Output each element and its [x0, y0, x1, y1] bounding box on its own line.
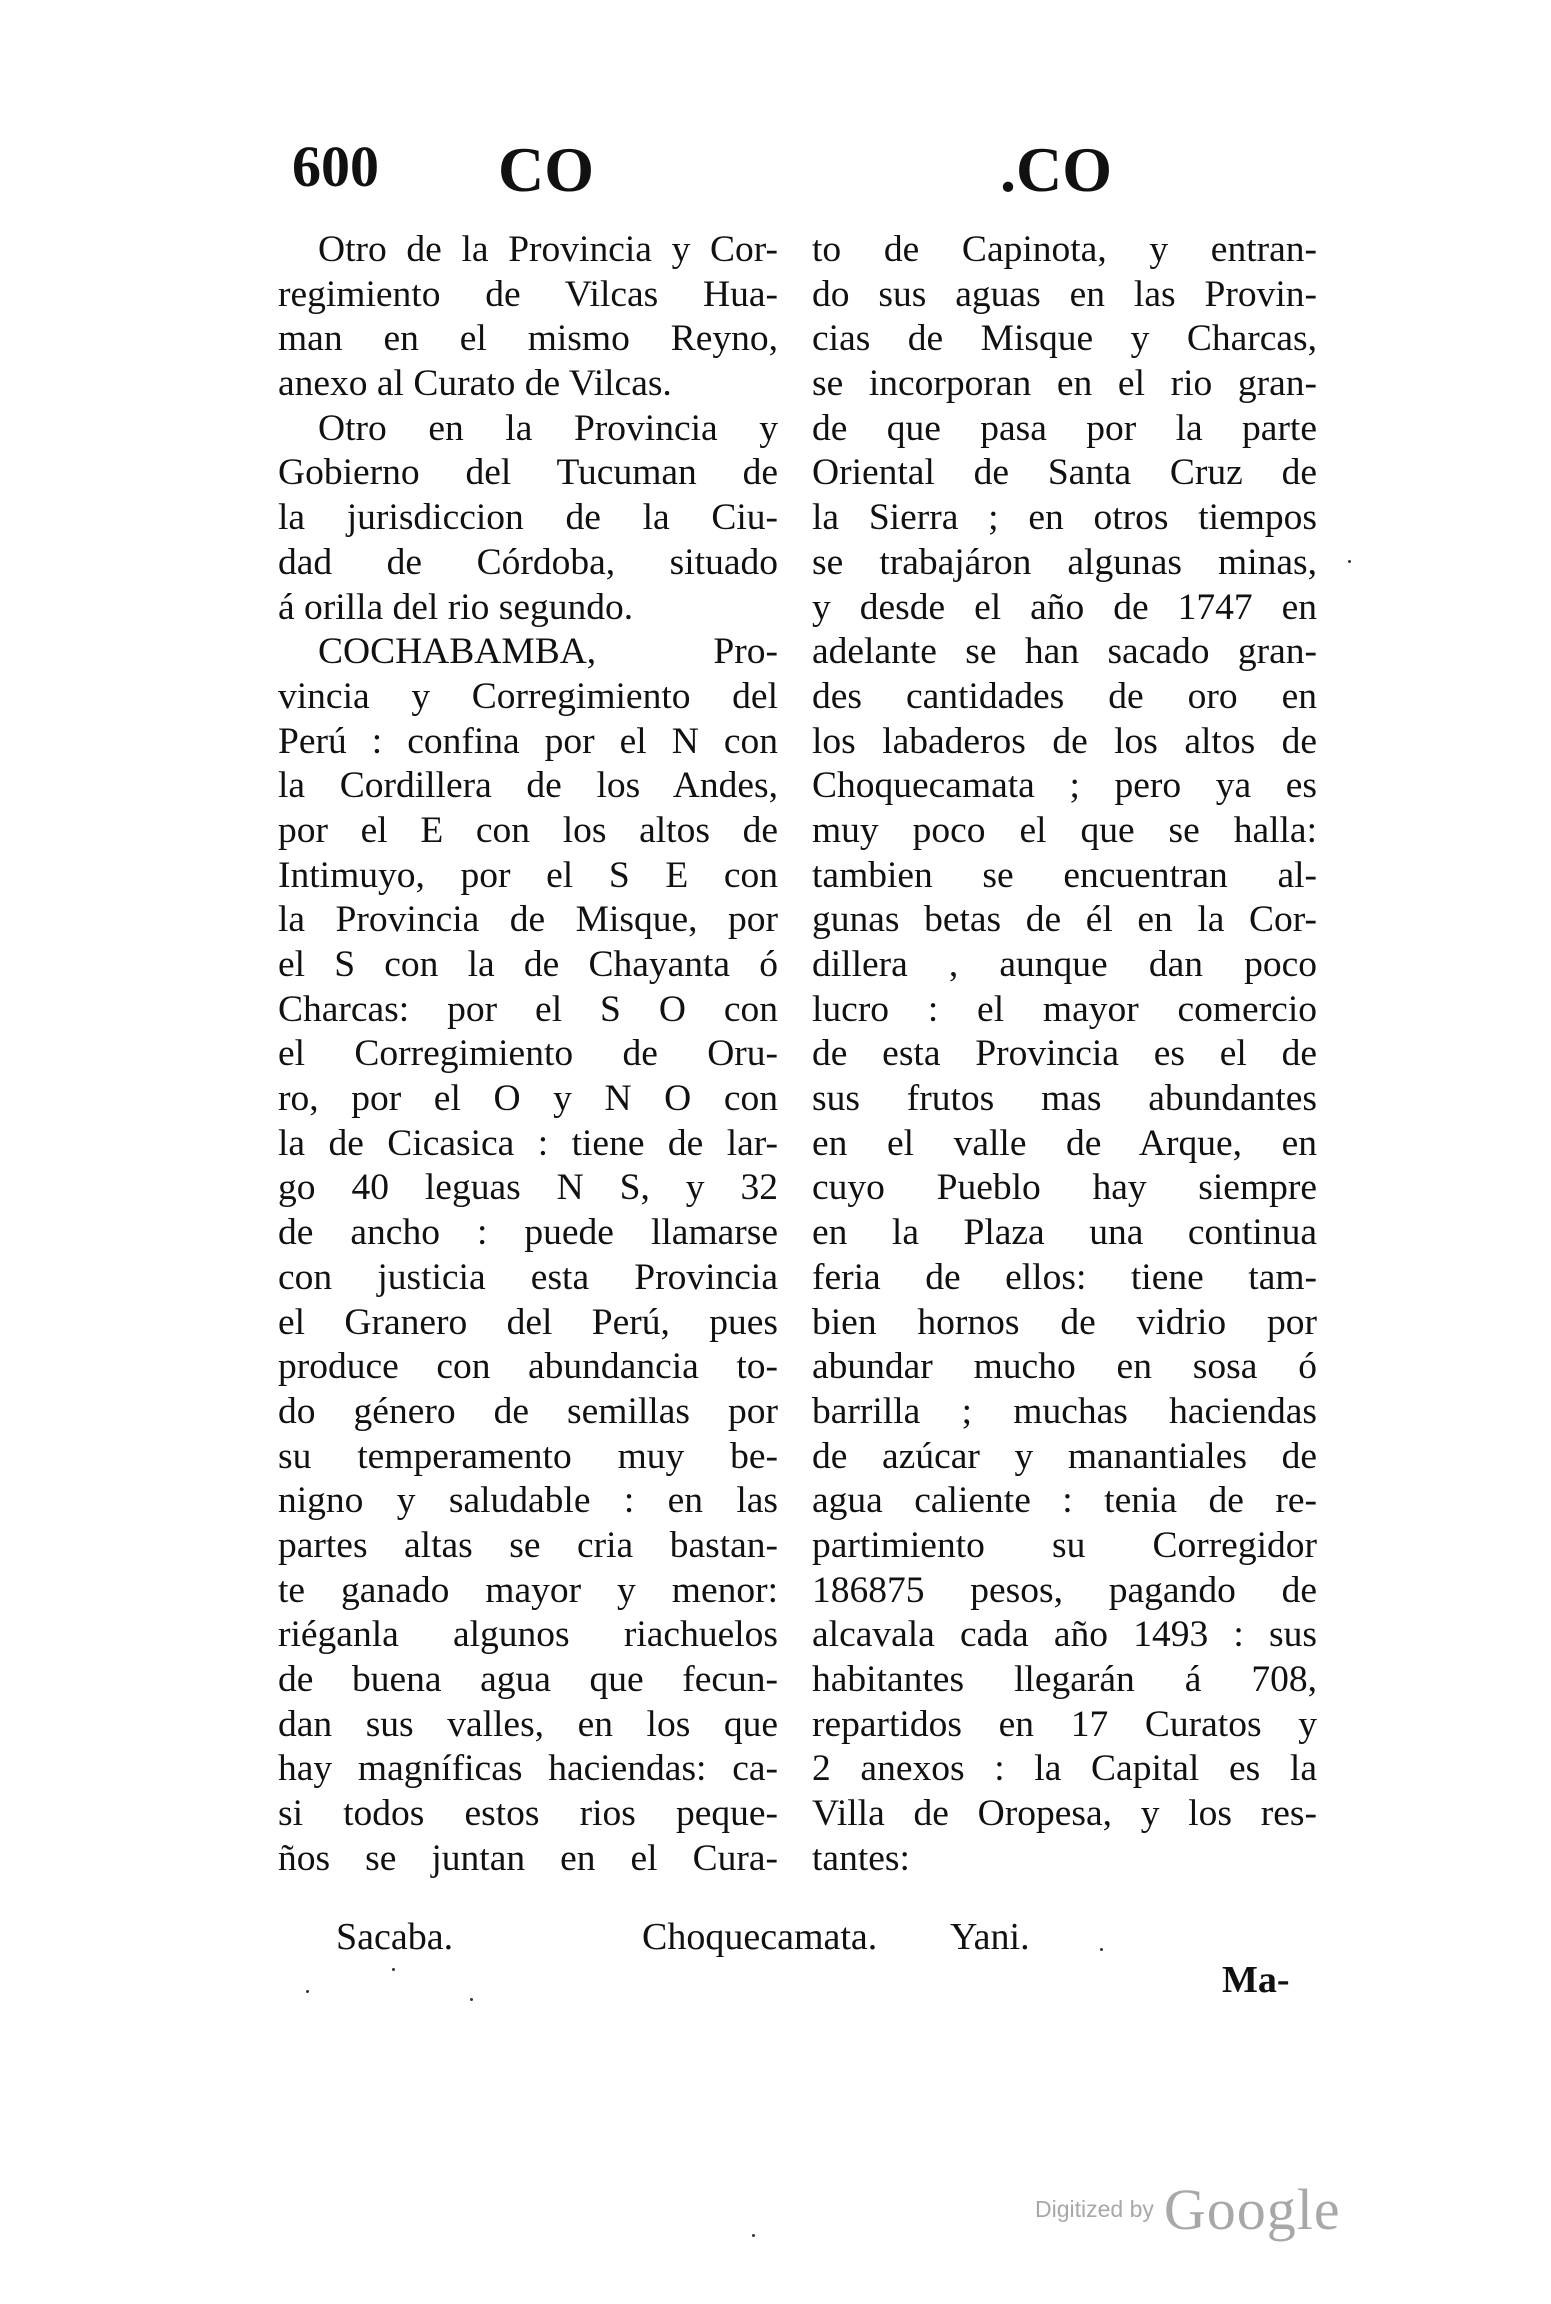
- text-line: y desde el año de 1747 en: [812, 586, 1317, 628]
- text-line: la Provincia de Misque, por: [278, 899, 778, 941]
- place-list: [0, 1912, 1551, 1962]
- text-line: barrilla ; muchas haciendas: [812, 1390, 1317, 1432]
- text-line: man en el mismo Reyno,: [278, 318, 778, 360]
- running-head-left: CO: [498, 134, 594, 205]
- text-line: dan sus valles, en los que: [278, 1703, 778, 1745]
- text-line: alcavala cada año 1493 : sus: [812, 1614, 1317, 1656]
- text-line: ños se juntan en el Cura-: [278, 1837, 778, 1879]
- print-speck: [1348, 560, 1351, 563]
- text-line: des cantidades de oro en: [812, 675, 1317, 717]
- place-name: Sacaba.: [336, 1916, 454, 1958]
- text-line: con justicia esta Provincia: [278, 1256, 778, 1298]
- text-line: de ancho : puede llamarse: [278, 1212, 778, 1254]
- text-column-right: [812, 228, 1317, 1881]
- text-line: Choquecamata ; pero ya es: [812, 765, 1317, 807]
- text-line: produce con abundancia to-: [278, 1346, 778, 1388]
- text-line: agua caliente : tenia de re-: [812, 1480, 1317, 1522]
- text-line: Charcas: por el S O con: [278, 988, 778, 1030]
- text-line: el S con la de Chayanta ó: [278, 944, 778, 985]
- text-line: go 40 leguas N S, y 32: [278, 1167, 778, 1209]
- text-line: vincia y Corregimiento del: [278, 675, 778, 717]
- text-line: la Cordillera de los Andes,: [278, 765, 778, 807]
- place-name: Choquecamata.: [642, 1916, 878, 1958]
- text-line: do género de semillas por: [278, 1390, 778, 1432]
- text-line: el Corregimiento de Oru-: [278, 1033, 778, 1075]
- text-line: cuyo Pueblo hay siempre: [812, 1167, 1317, 1209]
- digitized-by-google-watermark: [1035, 2176, 1341, 2246]
- text-line: el Granero del Perú, pues: [278, 1301, 778, 1343]
- text-line: 186875 pesos, pagando de: [812, 1569, 1317, 1611]
- text-line: la de Cicasica : tiene de lar-: [278, 1122, 778, 1164]
- text-line: repartidos en 17 Curatos y: [812, 1703, 1317, 1745]
- running-head-right: .CO: [1000, 134, 1112, 205]
- text-line: anexo al Curato de Vilcas.: [278, 363, 672, 405]
- text-line: Oriental de Santa Cruz de: [812, 452, 1317, 494]
- text-line: feria de ellos: tiene tam-: [812, 1256, 1317, 1298]
- text-line: te ganado mayor y menor:: [278, 1569, 778, 1611]
- text-line: habitantes llegarán á 708,: [812, 1659, 1317, 1700]
- watermark-prefix: Digitized by: [1035, 2196, 1154, 2222]
- text-line: riéganla algunos riachuelos: [278, 1614, 778, 1656]
- text-line: muy poco el que se halla:: [812, 809, 1317, 851]
- text-line: en la Plaza una continua: [812, 1212, 1317, 1254]
- text-line: gunas betas de él en la Cor-: [812, 899, 1317, 941]
- text-line: dillera , aunque dan poco: [812, 944, 1317, 985]
- text-line: COCHABAMBA, Pro-: [318, 631, 778, 673]
- text-line: los labaderos de los altos de: [812, 720, 1317, 762]
- text-line: la Sierra ; en otros tiempos: [812, 497, 1317, 539]
- print-speck: [392, 1968, 395, 1971]
- print-speck: [752, 2234, 755, 2237]
- print-speck: [306, 1990, 309, 1993]
- print-speck: [470, 1998, 473, 2001]
- text-line: abundar mucho en sosa ó: [812, 1346, 1317, 1388]
- text-line: to de Capinota, y entran-: [812, 229, 1317, 270]
- text-line: nigno y saludable : en las: [278, 1480, 778, 1522]
- page-number: 600: [292, 134, 379, 199]
- text-line: hay magníficas haciendas: ca-: [278, 1748, 778, 1790]
- text-line: partes altas se cria bastan-: [278, 1524, 778, 1566]
- text-line: de buena agua que fecun-: [278, 1659, 778, 1700]
- text-line: de azúcar y manantiales de: [812, 1435, 1317, 1477]
- text-line: bien hornos de vidrio por: [812, 1301, 1317, 1343]
- google-logo: Google: [1163, 2177, 1341, 2242]
- print-speck: [1100, 1948, 1103, 1951]
- text-line: ro, por el O y N O con: [278, 1078, 778, 1120]
- text-line: cias de Misque y Charcas,: [812, 318, 1317, 360]
- text-line: se incorporan en el rio gran-: [812, 363, 1317, 405]
- text-line: Villa de Oropesa, y los res-: [812, 1793, 1317, 1835]
- text-line: en el valle de Arque, en: [812, 1122, 1317, 1164]
- text-line: partimiento su Corregidor: [812, 1524, 1317, 1566]
- text-line: sus frutos mas abundantes: [812, 1078, 1317, 1120]
- text-line: la jurisdiccion de la Ciu-: [278, 497, 778, 539]
- catchword: Ma-: [1222, 1959, 1290, 2001]
- text-line: su temperamento muy be-: [278, 1435, 778, 1477]
- text-line: de que pasa por la parte: [812, 407, 1317, 449]
- text-line: por el E con los altos de: [278, 809, 778, 851]
- text-line: Perú : confina por el N con: [278, 720, 778, 762]
- text-line: tambien se encuentran al-: [812, 854, 1317, 896]
- text-line: se trabajáron algunas minas,: [812, 541, 1317, 583]
- text-line: si todos estos rios peque-: [278, 1793, 778, 1835]
- text-line: regimiento de Vilcas Hua-: [278, 273, 778, 315]
- text-line: Intimuyo, por el S E con: [278, 854, 778, 896]
- text-line: dad de Córdoba, situado: [278, 541, 778, 583]
- text-line: 2 anexos : la Capital es la: [812, 1748, 1317, 1790]
- text-line: Gobierno del Tucuman de: [278, 452, 778, 494]
- text-line: tantes:: [812, 1837, 910, 1879]
- text-line: Otro de la Provincia y Cor-: [318, 229, 778, 270]
- place-name: Yani.: [950, 1916, 1030, 1958]
- text-line: do sus aguas en las Provin-: [812, 273, 1317, 315]
- text-line: á orilla del rio segundo.: [278, 586, 634, 628]
- text-line: lucro : el mayor comercio: [812, 988, 1317, 1030]
- text-line: Otro en la Provincia y: [318, 407, 778, 449]
- text-column-left: [278, 228, 778, 1881]
- text-line: de esta Provincia es el de: [812, 1033, 1317, 1075]
- text-line: adelante se han sacado gran-: [812, 631, 1317, 673]
